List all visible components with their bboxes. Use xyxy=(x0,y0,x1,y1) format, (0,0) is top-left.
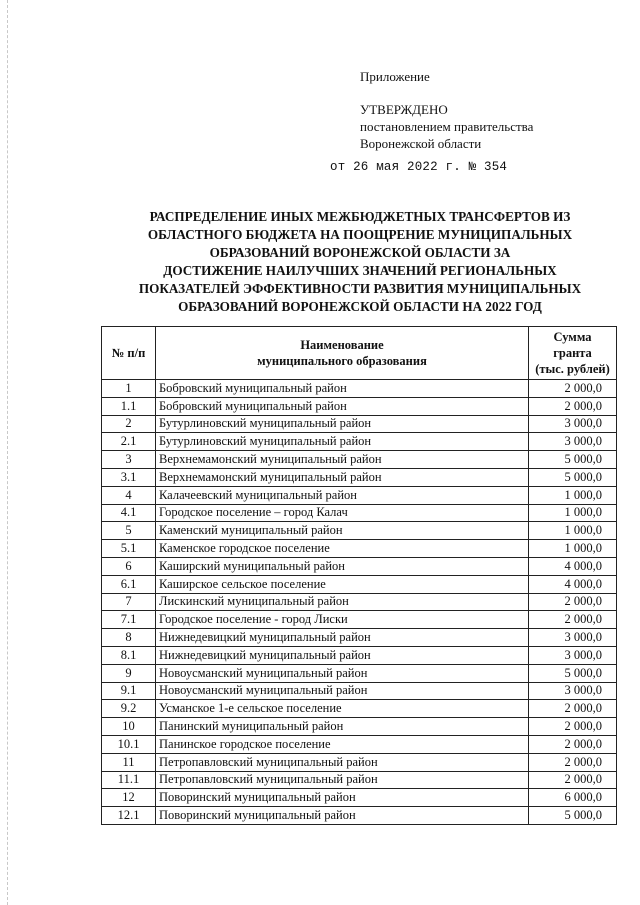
appendix-label: Приложение xyxy=(360,69,430,84)
row-municipality: Бутурлиновский муниципальный район xyxy=(156,415,529,433)
row-grant-sum: 3 000,0 xyxy=(529,682,617,700)
row-municipality: Бобровский муниципальный район xyxy=(156,397,529,415)
row-number: 7 xyxy=(102,593,156,611)
table-row xyxy=(102,415,617,433)
table-row xyxy=(102,664,617,682)
header-sum-line-3: (тыс. рублей) xyxy=(535,362,610,376)
table-row xyxy=(102,682,617,700)
row-municipality: Усманское 1-е сельское поселение xyxy=(156,700,529,718)
row-number: 12 xyxy=(102,789,156,807)
row-number: 6 xyxy=(102,557,156,575)
row-number: 12.1 xyxy=(102,807,156,825)
row-grant-sum: 5 000,0 xyxy=(529,664,617,682)
row-municipality: Бутурлиновский муниципальный район xyxy=(156,433,529,451)
row-municipality: Калачеевский муниципальный район xyxy=(156,486,529,504)
row-municipality: Панинское городское поселение xyxy=(156,735,529,753)
table-row xyxy=(102,718,617,736)
table-row xyxy=(102,735,617,753)
row-grant-sum: 2 000,0 xyxy=(529,611,617,629)
table-row xyxy=(102,753,617,771)
row-number: 10 xyxy=(102,718,156,736)
table-row xyxy=(102,700,617,718)
row-number: 7.1 xyxy=(102,611,156,629)
row-municipality: Каширское сельское поселение xyxy=(156,575,529,593)
document-title xyxy=(96,208,624,316)
table-row xyxy=(102,789,617,807)
row-number: 9.2 xyxy=(102,700,156,718)
header-name xyxy=(156,327,529,380)
row-municipality: Верхнемамонский муниципальный район xyxy=(156,468,529,486)
row-number: 8.1 xyxy=(102,646,156,664)
row-grant-sum: 2 000,0 xyxy=(529,753,617,771)
row-number: 4.1 xyxy=(102,504,156,522)
page-edge-rule xyxy=(7,0,8,905)
decree-date-number: от 26 мая 2022 г. № 354 xyxy=(330,160,508,174)
header-num: № п/п xyxy=(102,327,156,380)
title-line: ОБРАЗОВАНИЙ ВОРОНЕЖСКОЙ ОБЛАСТИ НА 2022 ГОД xyxy=(178,299,542,314)
table-row xyxy=(102,451,617,469)
row-number: 2.1 xyxy=(102,433,156,451)
row-municipality: Петропавловский муниципальный район xyxy=(156,771,529,789)
table-header-row xyxy=(102,327,617,380)
table-row xyxy=(102,433,617,451)
row-municipality: Новоусманский муниципальный район xyxy=(156,682,529,700)
row-grant-sum: 1 000,0 xyxy=(529,504,617,522)
row-grant-sum: 2 000,0 xyxy=(529,593,617,611)
row-number: 11 xyxy=(102,753,156,771)
row-municipality: Поворинский муниципальный район xyxy=(156,807,529,825)
row-number: 3 xyxy=(102,451,156,469)
row-grant-sum: 1 000,0 xyxy=(529,522,617,540)
row-municipality: Каменское городское поселение xyxy=(156,540,529,558)
table-row xyxy=(102,807,617,825)
row-number: 6.1 xyxy=(102,575,156,593)
row-number: 2 xyxy=(102,415,156,433)
table-row xyxy=(102,646,617,664)
row-number: 8 xyxy=(102,629,156,647)
table-row xyxy=(102,522,617,540)
row-number: 9.1 xyxy=(102,682,156,700)
table-row xyxy=(102,486,617,504)
table-row xyxy=(102,504,617,522)
title-line: ПОКАЗАТЕЛЕЙ ЭФФЕКТИВНОСТИ РАЗВИТИЯ МУНИЦИПАЛЬНЫХ xyxy=(138,281,582,296)
table-row xyxy=(102,629,617,647)
table-row xyxy=(102,593,617,611)
row-grant-sum: 4 000,0 xyxy=(529,575,617,593)
table-body xyxy=(102,380,617,825)
table-row xyxy=(102,468,617,486)
row-municipality: Петропавловский муниципальный район xyxy=(156,753,529,771)
header-sum-line-1: Сумма xyxy=(553,330,592,344)
row-number: 5 xyxy=(102,522,156,540)
title-line: ОБЛАСТНОГО БЮДЖЕТА НА ПООЩРЕНИЕ МУНИЦИПАЛЬНЫХ xyxy=(147,227,573,242)
row-municipality: Бобровский муниципальный район xyxy=(156,380,529,398)
issuer-line-1: постановлением правительства xyxy=(360,119,534,134)
header-sum-line-2: гранта xyxy=(553,346,592,360)
row-municipality: Поворинский муниципальный район xyxy=(156,789,529,807)
row-grant-sum: 4 000,0 xyxy=(529,557,617,575)
row-grant-sum: 2 000,0 xyxy=(529,380,617,398)
row-municipality: Городское поселение – город Калач xyxy=(156,504,529,522)
table-row xyxy=(102,771,617,789)
row-grant-sum: 6 000,0 xyxy=(529,789,617,807)
header-name-line-2: муниципального образования xyxy=(257,354,427,368)
row-municipality: Каширский муниципальный район xyxy=(156,557,529,575)
row-number: 3.1 xyxy=(102,468,156,486)
grants-table xyxy=(101,326,617,825)
title-line: РАСПРЕДЕЛЕНИЕ ИНЫХ МЕЖБЮДЖЕТНЫХ ТРАНСФЕРТОВ ИЗ xyxy=(149,209,571,224)
row-municipality: Нижнедевицкий муниципальный район xyxy=(156,646,529,664)
row-number: 10.1 xyxy=(102,735,156,753)
row-municipality: Новоусманский муниципальный район xyxy=(156,664,529,682)
table-row xyxy=(102,380,617,398)
row-number: 9 xyxy=(102,664,156,682)
header-sum xyxy=(529,327,617,380)
row-grant-sum: 3 000,0 xyxy=(529,433,617,451)
table-row xyxy=(102,575,617,593)
row-grant-sum: 1 000,0 xyxy=(529,486,617,504)
header-name-line-1: Наименование xyxy=(300,338,384,352)
table-row xyxy=(102,557,617,575)
row-grant-sum: 3 000,0 xyxy=(529,629,617,647)
row-grant-sum: 2 000,0 xyxy=(529,397,617,415)
row-grant-sum: 2 000,0 xyxy=(529,718,617,736)
title-line: ДОСТИЖЕНИЕ НАИЛУЧШИХ ЗНАЧЕНИЙ РЕГИОНАЛЬНЫХ xyxy=(163,263,557,278)
row-grant-sum: 2 000,0 xyxy=(529,735,617,753)
row-number: 4 xyxy=(102,486,156,504)
row-grant-sum: 3 000,0 xyxy=(529,646,617,664)
row-municipality: Городское поселение - город Лиски xyxy=(156,611,529,629)
row-grant-sum: 5 000,0 xyxy=(529,451,617,469)
table-row xyxy=(102,397,617,415)
row-grant-sum: 3 000,0 xyxy=(529,415,617,433)
row-number: 1.1 xyxy=(102,397,156,415)
row-municipality: Лискинский муниципальный район xyxy=(156,593,529,611)
row-municipality: Каменский муниципальный район xyxy=(156,522,529,540)
table-row xyxy=(102,540,617,558)
row-grant-sum: 2 000,0 xyxy=(529,771,617,789)
row-number: 11.1 xyxy=(102,771,156,789)
approved-label: УТВЕРЖДЕНО xyxy=(360,102,448,117)
approval-header xyxy=(360,68,533,152)
row-grant-sum: 2 000,0 xyxy=(529,700,617,718)
issuer-line-2: Воронежской области xyxy=(360,136,482,151)
row-municipality: Нижнедевицкий муниципальный район xyxy=(156,629,529,647)
row-municipality: Верхнемамонский муниципальный район xyxy=(156,451,529,469)
row-number: 5.1 xyxy=(102,540,156,558)
row-municipality: Панинский муниципальный район xyxy=(156,718,529,736)
table-row xyxy=(102,611,617,629)
row-grant-sum: 5 000,0 xyxy=(529,468,617,486)
row-grant-sum: 5 000,0 xyxy=(529,807,617,825)
row-grant-sum: 1 000,0 xyxy=(529,540,617,558)
title-line: ОБРАЗОВАНИЙ ВОРОНЕЖСКОЙ ОБЛАСТИ ЗА xyxy=(209,245,511,260)
row-number: 1 xyxy=(102,380,156,398)
